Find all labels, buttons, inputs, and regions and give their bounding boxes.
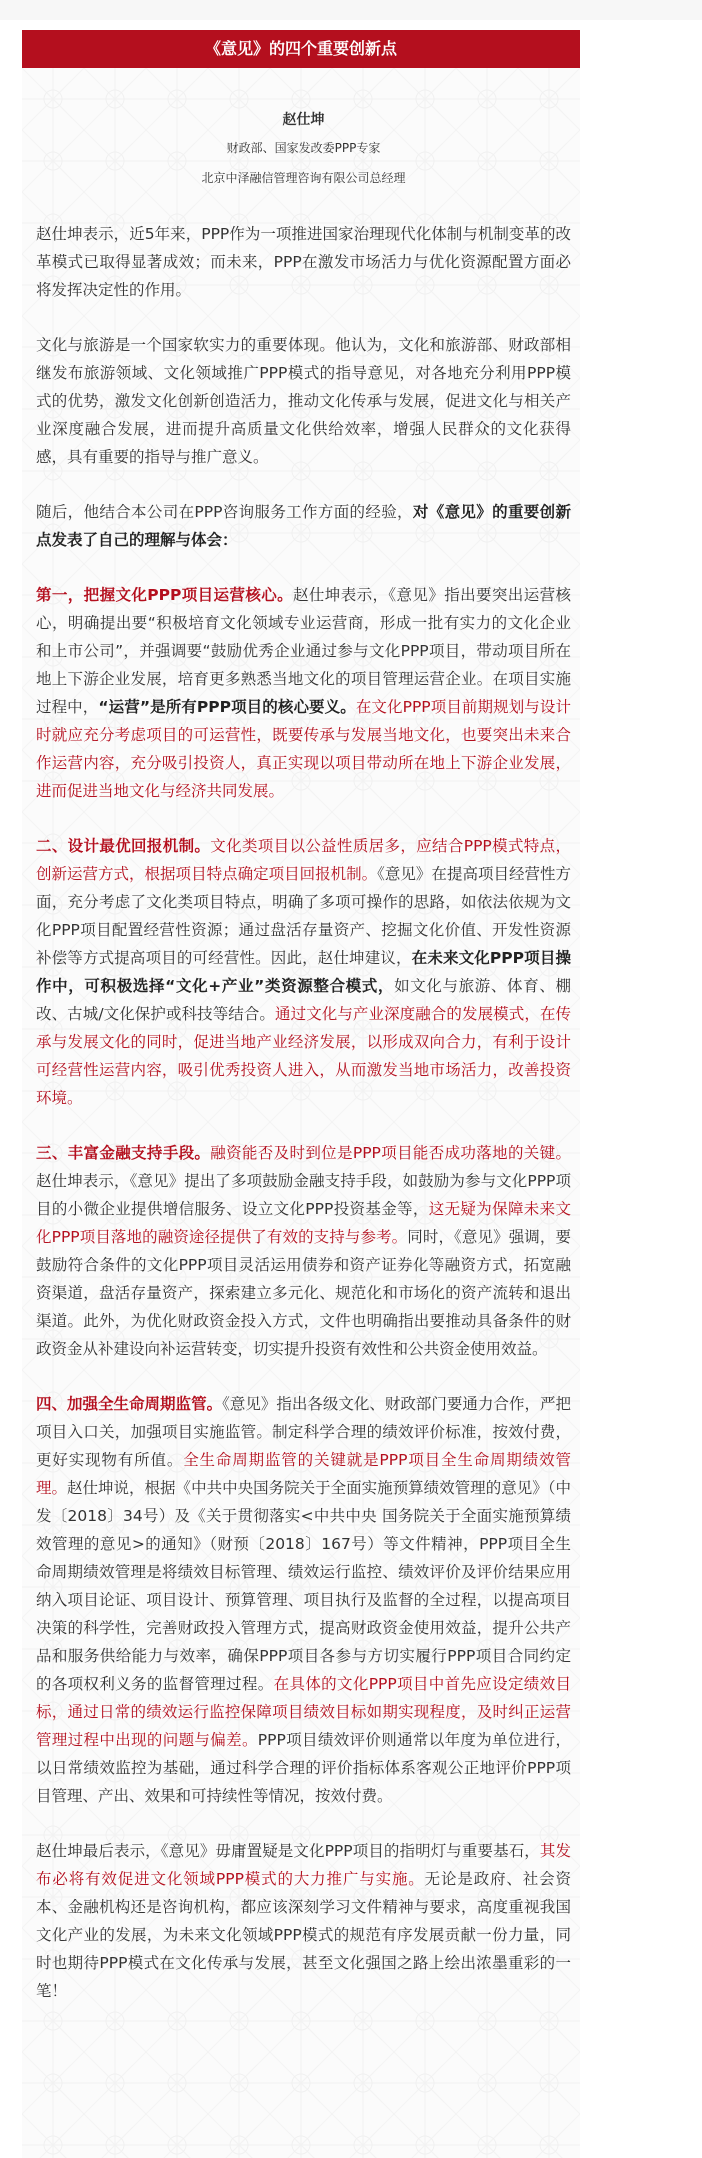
section-4-highlight-2: 在具体的文化PPP项目中首先应设定绩效目标，通过日常的绩效运行监控保障项目绩效目标如期实现程度，及时纠正运营管理过程中出现的问题与偏差。 — [36, 1675, 571, 1749]
section-2-text: 《意见》在提高项目经营性方面，充分考虑了文化类项目特点，明确了多项可操作的思路，如依法依规为文化PPP项目配置经营性资源；通过盘活存量资产、挖掘文化价值、开发性资源补偿等方式提高项目的可经营性。因此，赵仕坤建议， — [36, 865, 571, 967]
section-4-text: 《意见》指出各级文化、财政部门要通力合作，严把项目入口关，加强项目实施监管。制定科学合理的绩效评价标准，按效付费，更好实现物有所值。 — [36, 1395, 571, 1469]
section-title: 《意见》的四个重要创新点 — [204, 39, 397, 58]
author-name: 赵仕坤 — [282, 112, 325, 128]
section-4-text-3: PPP项目绩效评价则通常以年度为单位进行，以日常绩效监控为基础，通过科学合理的评价指标体系客观公正地评价PPP项目管理、产出、效果和可持续性等情况，按效付费。 — [36, 1731, 571, 1805]
section-3-paragraph — [36, 1139, 571, 1363]
section-4-highlight: 全生命周期监管的关键就是PPP项目全生命周期绩效管理。 — [36, 1451, 571, 1497]
section-2-text-2: 如文化与旅游、体育、棚改、古城/文化保护或科技等结合。 — [36, 977, 571, 1023]
section-4-paragraph — [36, 1390, 571, 1810]
closing-highlight: 其发布必将有效促进文化领域PPP模式的大力推广与实施。 — [36, 1842, 571, 1888]
section-2-heading: 二、设计最优回报机制。 — [36, 837, 211, 855]
section-2-highlight: 通过文化与产业深度融合的发展模式，在传承与发展文化的同时，促进当地产业经济发展，以形成双向合力，有利于设计可经营性运营内容，吸引优秀投资人进入，从而激发当地市场活力，改善投资环境。 — [36, 1005, 571, 1107]
intro-paragraph-3 — [36, 498, 571, 554]
section-4-heading: 四、加强全生命周期监管。 — [36, 1395, 223, 1413]
intro-3-text: 随后，他结合本公司在PPP咨询服务工作方面的经验， — [36, 503, 413, 521]
section-2-highlight-lead: 文化类项目以公益性质居多，应结合PPP模式特点，创新运营方式，根据项目特点确定项目回报机制。 — [36, 837, 571, 883]
section-4-text-2: 赵仕坤说，根据《中共中央国务院关于全面实施预算绩效管理的意见》（中发〔2018〕34号）及《关于贯彻落实<中共中央 国务院关于全面实施预算绩效管理的意见>的通知》（财预〔2018〕167号）等文件精神，PPP项目全生命周期绩效管理是将绩效目标管理、绩效运行监控、绩效评价及评价结果应用纳入项目论证、项目设计、预算管理、项目执行及监督的全过程，以提高项目决策的科学性，完善财政投入管理方式，提高财政资金使用效益，提升公共产品和服务供给能力与效率，确保PPP项目各参与方切实履行PPP项目合同约定的各项权利义务的监督管理过程。 — [36, 1479, 571, 1693]
intro-3-bold: 对《意见》的重要创新点发表了自己的理解与体会： — [36, 503, 571, 549]
author-company: 北京中泽融信管理咨询有限公司总经理 — [201, 171, 406, 185]
section-1-heading: 第一，把握文化PPP项目运营核心。 — [36, 586, 294, 604]
article-panel — [22, 68, 580, 2158]
section-3-highlight: 这无疑为保障未来文化PPP项目落地的融资途径提供了有效的支持与参考。 — [36, 1200, 571, 1246]
intro-paragraph-1: 赵仕坤表示，近5年来，PPP作为一项推进国家治理现代化体制与机制变革的改革模式已取得显著成效；而未来，PPP在激发市场活力与优化资源配置方面必将发挥决定性的作用。 — [36, 225, 571, 299]
section-2-bold: 在未来文化PPP项目操作中，可积极选择“文化+产业”类资源整合模式， — [36, 949, 571, 995]
section-1-paragraph — [36, 581, 571, 805]
intro-paragraph-2: 文化与旅游是一个国家软实力的重要体现。他认为，文化和旅游部、财政部相继发布旅游领域、文化领域推广PPP模式的指导意见，对各地充分利用PPP模式的优势，激发文化创新创造活力，推动文化传承与发展，促进文化与相关产业深度融合发展，进而提升高质量文化供给效率，增强人民群众的文化获得感，具有重要的指导与推广意义。 — [36, 336, 571, 466]
closing-text-2: 无论是政府、社会资本、金融机构还是咨询机构，都应该深刻学习文件精神与要求，高度重视我国文化产业的发展，为未来文化领域PPP模式的规范有序发展贡献一份力量，同时也期待PPP模式在文化传承与发展，甚至文化强国之路上绘出浓墨重彩的一笔！ — [36, 1870, 571, 2000]
article-body — [36, 68, 571, 2005]
author-role: 财政部、国家发改委PPP专家 — [226, 141, 381, 155]
section-3-highlight-lead: 融资能否及时到位是PPP项目能否成功落地的关键。 — [210, 1144, 571, 1162]
top-band — [0, 0, 702, 20]
section-3-text: 赵仕坤表示，《意见》提出了多项鼓励金融支持手段，如鼓励为参与文化PPP项目的小微企业提供增信服务、设立文化PPP投资基金等， — [36, 1172, 571, 1218]
section-1-highlight: 在文化PPP项目前期规划与设计时就应充分考虑项目的可运营性，既要传承与发展当地文化，也要突出未来合作运营内容，充分吸引投资人，真正实现以项目带动所在地上下游企业发展，进而促进当地文化与经济共同发展。 — [36, 698, 571, 800]
section-title-bar — [22, 30, 580, 68]
section-1-text: 赵仕坤表示，《意见》指出要突出运营核心，明确提出要“积极培育文化领域专业运营商，形成一批有实力的文化企业和上市公司”，并强调要“鼓励优秀企业通过参与文化PPP项目，带动项目所在地上下游企业发展，培育更多熟悉当地文化的项目管理运营企业。在项目实施过程中， — [36, 586, 571, 716]
section-2-paragraph — [36, 832, 571, 1112]
closing-text: 赵仕坤最后表示，《意见》毋庸置疑是文化PPP项目的指明灯与重要基石， — [36, 1842, 540, 1860]
section-1-bold: “运营”是所有PPP项目的核心要义。 — [98, 698, 356, 716]
section-3-heading: 三、丰富金融支持手段。 — [36, 1144, 211, 1162]
closing-paragraph — [36, 1837, 571, 2005]
section-3-text-2: 同时，《意见》强调，要鼓励符合条件的文化PPP项目灵活运用债券和资产证券化等融资方式，拓宽融资渠道，盘活存量资产，探索建立多元化、规范化和市场化的资产流转和退出渠道。此外，为优化财政资金投入方式，文件也明确指出要推动具备条件的财政资金从补建设向补运营转变，切实提升投资有效性和公共资金使用效益。 — [36, 1228, 571, 1358]
